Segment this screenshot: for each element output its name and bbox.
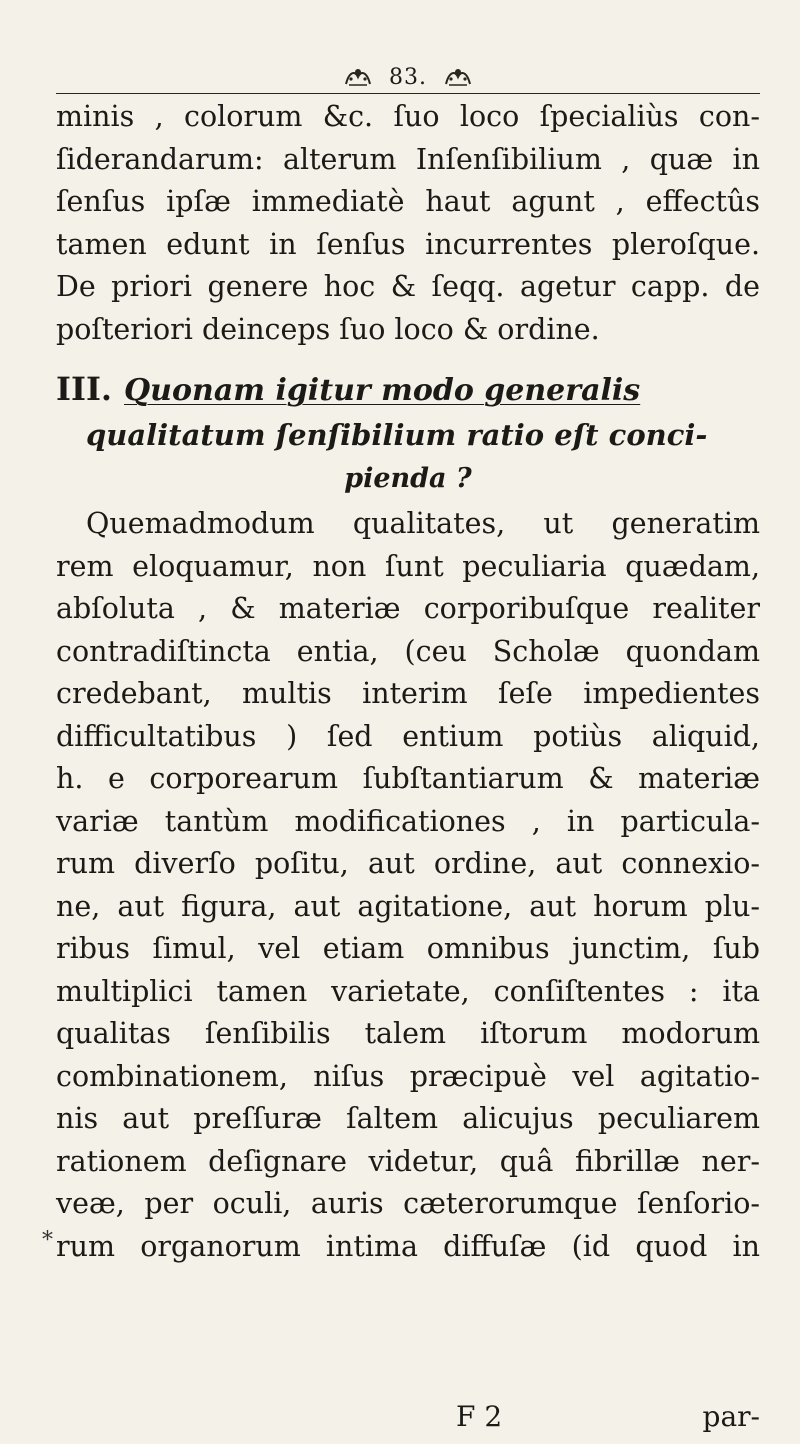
paragraph-1 [56, 96, 760, 351]
header-rule [56, 93, 760, 94]
text-line: ribus ſimul, vel etiam omnibus junctim, ſub [56, 932, 760, 965]
text-line: variæ tantùm modificationes , in particula- [56, 804, 760, 838]
text-line: ſenſus ipſæ immediatè haut agunt , effectûs [56, 185, 760, 218]
heading-line-3: pienda ? [344, 463, 472, 494]
text-line: contradiſtincta entia, (ceu Scholæ quondam [56, 634, 760, 668]
heading-line-1 [56, 367, 760, 413]
text-line: multiplici tamen varietate, conſiſtentes : ita [56, 974, 760, 1008]
page-number: 83. [389, 64, 427, 90]
text-line: nis aut preſſuræ ſaltem alicujus peculiarem [56, 1102, 760, 1135]
text-line: abſoluta , & materiæ corporibuſque realiter [56, 592, 760, 625]
text-line: minis , colorum &c. ſuo loco ſpecialiùs con- [56, 100, 760, 133]
paragraph-2 [56, 503, 760, 1268]
text-line: rum diverſo poſitu, aut ordine, aut connexio- [56, 847, 760, 880]
text-line: rem eloquamur, non ſunt peculiaria quædam, [56, 549, 760, 583]
text-line: qualitas ſenſibilis talem iſtorum modorum [56, 1017, 760, 1050]
text-line: ne, aut figura, aut agitatione, aut horum plu- [56, 889, 760, 923]
text-line: ſiderandarum: alterum Inſenſibilium , quæ in [56, 142, 760, 176]
body-text [56, 96, 760, 1268]
heading-title: Quonam igitur modo generalis [124, 373, 641, 408]
running-header [56, 64, 760, 94]
text-line: credebant, multis interim ſeſe impedientes [56, 677, 760, 710]
catchword: par- [702, 1400, 760, 1433]
page-footer [56, 1400, 760, 1440]
text-line: tamen edunt in ſenſus incurrentes pleroſque. [56, 227, 760, 261]
text-line: De priori genere hoc & ſeqq. agetur capp. de [56, 270, 760, 303]
text-line: h. e corporearum ſubſtantiarum & materiæ [56, 762, 760, 795]
text-line: poſteriori deinceps ſuo loco & ordine. [56, 312, 600, 346]
text-line: rationem deſignare videtur, quâ fibrillæ ner- [56, 1144, 760, 1178]
margin-mark: * [42, 1228, 53, 1253]
signature-mark: F 2 [456, 1400, 503, 1433]
header-inner [343, 65, 473, 90]
text-line: Quemadmodum qualitates, ut generatim [86, 507, 760, 540]
text-line: difficultatibus ) ſed entium potiùs aliquid, [56, 719, 760, 753]
text-line: rum organorum intima diffuſæ (id quod in [56, 1229, 760, 1263]
fleuron-ornament-icon [443, 66, 473, 88]
section-number: III. [56, 370, 113, 408]
section-heading [56, 367, 760, 501]
text-line: veæ, per oculi, auris cæterorumque ſenſorio- [56, 1187, 760, 1220]
fleuron-ornament-icon [343, 66, 373, 88]
text-line: combinationem, niſus præcipuè vel agitatio- [56, 1059, 760, 1093]
heading-line-2: qualitatum ſenſibilium ratio eſt conci- [86, 418, 708, 452]
